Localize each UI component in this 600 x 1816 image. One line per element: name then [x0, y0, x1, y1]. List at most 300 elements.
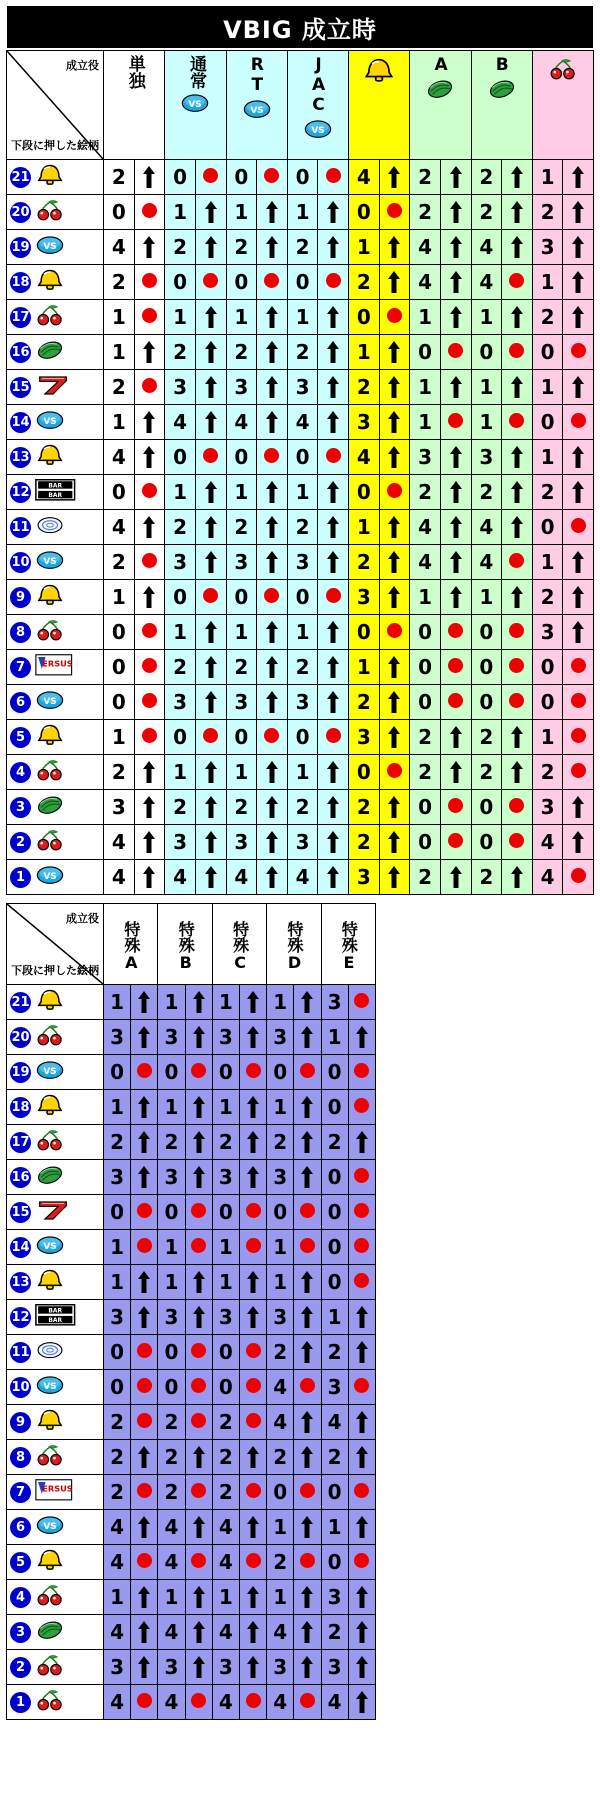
header-label-yaku: 成立役 — [66, 912, 99, 925]
row-number-badge: 6 — [10, 692, 31, 713]
cell-value: 1 — [165, 615, 196, 650]
row-label — [7, 1510, 104, 1545]
up-arrow-icon — [563, 195, 594, 230]
cell-value: 0 — [321, 1230, 348, 1265]
row-label — [7, 790, 104, 825]
melon-icon — [35, 794, 65, 820]
cell-value: 0 — [267, 1475, 294, 1510]
red-dot-icon — [185, 1685, 212, 1720]
up-arrow-icon — [294, 1125, 321, 1160]
cell-value: 3 — [104, 790, 135, 825]
cell-value: 3 — [158, 1300, 185, 1335]
cell-value: 2 — [532, 475, 563, 510]
cell-value: 1 — [410, 580, 441, 615]
bell-icon — [35, 444, 65, 470]
cell-value: 3 — [104, 1160, 131, 1195]
red-dot-icon — [440, 790, 471, 825]
cell-value: 1 — [212, 1090, 239, 1125]
up-arrow-icon — [348, 1510, 375, 1545]
up-arrow-icon — [257, 615, 288, 650]
cell-value: 4 — [104, 230, 135, 265]
red-dot-marker — [571, 693, 586, 708]
cell-value: 1 — [287, 755, 318, 790]
up-arrow-icon — [563, 230, 594, 265]
cell-value: 1 — [532, 545, 563, 580]
row-label — [7, 1650, 104, 1685]
cell-value: 0 — [410, 335, 441, 370]
red-dot-marker — [387, 203, 402, 218]
cell-value: 1 — [410, 405, 441, 440]
up-arrow-icon — [257, 335, 288, 370]
table-row — [7, 755, 594, 790]
red-dot-marker — [246, 1553, 261, 1568]
row-label — [7, 230, 104, 265]
up-arrow-icon — [318, 230, 349, 265]
red-dot-icon — [502, 335, 533, 370]
bell-icon — [35, 989, 65, 1015]
up-arrow-icon — [257, 755, 288, 790]
red-dot-marker — [246, 1063, 261, 1078]
up-arrow-icon — [294, 1615, 321, 1650]
cherry-icon — [35, 1129, 65, 1155]
up-arrow-icon — [318, 475, 349, 510]
up-arrow-icon — [134, 510, 165, 545]
cell-value: 1 — [158, 1265, 185, 1300]
col-header-label: A — [431, 55, 452, 75]
red-dot-marker — [142, 273, 157, 288]
red-dot-icon — [379, 755, 410, 790]
red-dot-marker — [203, 273, 218, 288]
cell-value: 0 — [410, 825, 441, 860]
row-label — [7, 1125, 104, 1160]
cell-value: 2 — [226, 335, 257, 370]
red-dot-marker — [509, 623, 524, 638]
cell-value: 0 — [226, 440, 257, 475]
row-label — [7, 510, 104, 545]
red-dot-marker — [448, 658, 463, 673]
table-row — [7, 1265, 376, 1300]
cell-value: 0 — [165, 440, 196, 475]
red-dot-marker — [448, 833, 463, 848]
cell-value: 2 — [532, 300, 563, 335]
row-number-badge: 1 — [10, 867, 31, 888]
cell-value: 2 — [212, 1440, 239, 1475]
cell-value: 2 — [321, 1440, 348, 1475]
up-arrow-icon — [134, 790, 165, 825]
cell-value: 0 — [158, 1335, 185, 1370]
cherry-icon — [35, 1689, 65, 1715]
col-header-label: 単独 — [124, 55, 145, 89]
up-arrow-icon — [440, 230, 471, 265]
up-arrow-icon — [318, 370, 349, 405]
cell-value: 0 — [321, 1475, 348, 1510]
up-arrow-icon — [563, 615, 594, 650]
red-dot-icon — [440, 405, 471, 440]
up-arrow-icon — [195, 685, 226, 720]
cell-value: 0 — [212, 1370, 239, 1405]
cell-value: 1 — [226, 300, 257, 335]
up-arrow-icon — [195, 195, 226, 230]
red-dot-icon — [185, 1370, 212, 1405]
up-arrow-icon — [348, 1440, 375, 1475]
up-arrow-icon — [195, 370, 226, 405]
page-root — [0, 6, 600, 1720]
cell-value: 0 — [104, 1195, 131, 1230]
cell-value: 0 — [158, 1195, 185, 1230]
cell-value: 0 — [226, 160, 257, 195]
up-arrow-icon — [563, 475, 594, 510]
red-dot-marker — [354, 1203, 369, 1218]
up-arrow-icon — [239, 1265, 266, 1300]
up-arrow-icon — [379, 265, 410, 300]
vs-icon — [35, 409, 65, 435]
up-arrow-icon — [379, 790, 410, 825]
cell-value: 0 — [471, 685, 502, 720]
up-arrow-icon — [563, 265, 594, 300]
cell-value: 2 — [471, 755, 502, 790]
bar-icon — [35, 1304, 76, 1330]
table2-header — [7, 904, 376, 985]
bell-icon — [35, 269, 65, 295]
up-arrow-icon — [502, 475, 533, 510]
red-dot-icon — [239, 1685, 266, 1720]
up-arrow-icon — [134, 440, 165, 475]
cell-value: 4 — [212, 1545, 239, 1580]
cell-value: 0 — [532, 335, 563, 370]
cell-value: 4 — [158, 1545, 185, 1580]
up-arrow-icon — [134, 335, 165, 370]
up-arrow-icon — [379, 160, 410, 195]
svg-text:VS: VS — [43, 1522, 57, 1533]
table-row — [7, 1405, 376, 1440]
table-row — [7, 1685, 376, 1720]
red-dot-icon — [257, 265, 288, 300]
up-arrow-icon — [563, 825, 594, 860]
cell-value: 0 — [267, 1055, 294, 1090]
row-number-badge: 2 — [10, 1657, 31, 1678]
up-arrow-icon — [563, 370, 594, 405]
row-number-badge: 3 — [10, 1622, 31, 1643]
red-dot-marker — [326, 448, 341, 463]
up-arrow-icon — [440, 510, 471, 545]
up-arrow-icon — [131, 1090, 158, 1125]
cell-value: 4 — [287, 405, 318, 440]
cell-value: 4 — [471, 265, 502, 300]
row-label — [7, 825, 104, 860]
col-header-label: 特殊C — [230, 920, 250, 972]
cell-value: 2 — [165, 790, 196, 825]
red-dot-marker — [142, 658, 157, 673]
row-number-badge: 3 — [10, 797, 31, 818]
up-arrow-icon — [185, 1020, 212, 1055]
red-dot-marker — [264, 273, 279, 288]
red-dot-marker — [246, 1483, 261, 1498]
red-dot-marker — [191, 1063, 206, 1078]
red-dot-marker — [509, 798, 524, 813]
cell-value: 2 — [165, 335, 196, 370]
up-arrow-icon — [131, 1265, 158, 1300]
cell-value: 4 — [226, 860, 257, 895]
table-row — [7, 195, 594, 230]
table-row — [7, 475, 594, 510]
row-label — [7, 1160, 104, 1195]
cell-value: 0 — [349, 300, 380, 335]
table-row — [7, 1090, 376, 1125]
cell-value: 0 — [321, 1160, 348, 1195]
red-dot-icon — [239, 1545, 266, 1580]
page-title: VBIG 成立時 — [7, 6, 593, 48]
red-dot-marker — [509, 273, 524, 288]
row-number-badge: 15 — [10, 377, 31, 398]
row-number-badge: 14 — [10, 1237, 31, 1258]
red-dot-icon — [563, 335, 594, 370]
row-label — [7, 985, 104, 1020]
table-vbig-special — [6, 903, 376, 1720]
table-row — [7, 860, 594, 895]
table1-col-header-melonB — [471, 51, 532, 160]
red-dot-marker — [246, 1343, 261, 1358]
red-dot-marker — [137, 1553, 152, 1568]
replay-icon — [35, 1339, 65, 1365]
cherry-icon — [35, 829, 65, 855]
cell-value: 0 — [471, 650, 502, 685]
up-arrow-icon — [318, 195, 349, 230]
cell-value: 0 — [349, 195, 380, 230]
red-dot-marker — [203, 728, 218, 743]
red-dot-icon — [563, 685, 594, 720]
cell-value: 0 — [104, 475, 135, 510]
red-dot-icon — [195, 160, 226, 195]
up-arrow-icon — [502, 370, 533, 405]
header-label-pushed-symbol: 下段に押した絵柄 — [11, 139, 99, 152]
cell-value: 0 — [287, 160, 318, 195]
table2-col-header-tokushuD — [267, 904, 321, 985]
cell-value: 1 — [212, 1265, 239, 1300]
cell-value: 4 — [471, 230, 502, 265]
red-dot-marker — [326, 728, 341, 743]
table1-header — [7, 51, 594, 160]
up-arrow-icon — [195, 545, 226, 580]
row-label — [7, 755, 104, 790]
table2-col-header-tokushuC — [212, 904, 266, 985]
cherry-icon — [35, 199, 65, 225]
row-number-badge: 7 — [10, 1482, 31, 1503]
red-dot-icon — [239, 1195, 266, 1230]
cell-value: 1 — [287, 615, 318, 650]
seven-icon — [35, 1199, 71, 1225]
red-dot-marker — [300, 1693, 315, 1708]
cell-value: 3 — [212, 1020, 239, 1055]
row-label — [7, 1545, 104, 1580]
cell-value: 2 — [410, 720, 441, 755]
red-dot-marker — [191, 1343, 206, 1358]
up-arrow-icon — [257, 230, 288, 265]
up-arrow-icon — [131, 1160, 158, 1195]
cell-value: 1 — [532, 440, 563, 475]
red-dot-icon — [257, 160, 288, 195]
melon-icon — [35, 1619, 65, 1645]
table-row — [7, 370, 594, 405]
cherry-icon — [548, 58, 578, 84]
table-row — [7, 1300, 376, 1335]
cell-value: 0 — [349, 475, 380, 510]
cell-value: 1 — [158, 1090, 185, 1125]
red-dot-marker — [142, 378, 157, 393]
cell-value: 4 — [267, 1370, 294, 1405]
red-dot-marker — [191, 1553, 206, 1568]
cherry-icon — [35, 1444, 65, 1470]
up-arrow-icon — [239, 1615, 266, 1650]
cell-value: 0 — [158, 1370, 185, 1405]
red-dot-icon — [348, 1230, 375, 1265]
up-arrow-icon — [239, 1020, 266, 1055]
cell-value: 3 — [158, 1020, 185, 1055]
red-dot-icon — [502, 615, 533, 650]
row-label — [7, 300, 104, 335]
red-dot-marker — [509, 413, 524, 428]
cell-value: 3 — [165, 545, 196, 580]
cell-value: 1 — [226, 195, 257, 230]
cell-value: 2 — [532, 755, 563, 790]
up-arrow-icon — [502, 160, 533, 195]
row-number-badge: 5 — [10, 727, 31, 748]
row-label — [7, 1615, 104, 1650]
cell-value: 3 — [158, 1650, 185, 1685]
red-dot-marker — [137, 1063, 152, 1078]
red-dot-marker — [326, 588, 341, 603]
vs-icon — [242, 98, 272, 124]
cell-value: 2 — [104, 160, 135, 195]
cell-value: 1 — [212, 1580, 239, 1615]
table-row — [7, 1580, 376, 1615]
red-dot-marker — [387, 763, 402, 778]
row-number-badge: 13 — [10, 447, 31, 468]
up-arrow-icon — [195, 860, 226, 895]
up-arrow-icon — [294, 1265, 321, 1300]
table-row — [7, 685, 594, 720]
red-dot-icon — [502, 405, 533, 440]
cell-value: 0 — [165, 265, 196, 300]
up-arrow-icon — [239, 1160, 266, 1195]
red-dot-icon — [348, 1160, 375, 1195]
cell-value: 2 — [212, 1125, 239, 1160]
cell-value: 0 — [532, 510, 563, 545]
table-row — [7, 335, 594, 370]
cell-value: 0 — [165, 720, 196, 755]
row-number-badge: 9 — [10, 587, 31, 608]
row-number-badge: 8 — [10, 1447, 31, 1468]
cell-value: 3 — [212, 1160, 239, 1195]
red-dot-marker — [246, 1203, 261, 1218]
svg-text:VS: VS — [188, 99, 203, 110]
seven-icon — [35, 374, 71, 400]
cell-value: 4 — [158, 1510, 185, 1545]
up-arrow-icon — [318, 685, 349, 720]
table2-col-header-tokushuA — [104, 904, 158, 985]
cell-value: 3 — [267, 1650, 294, 1685]
red-dot-marker — [509, 553, 524, 568]
table-row — [7, 985, 376, 1020]
red-dot-icon — [318, 160, 349, 195]
col-header-label: RT — [247, 55, 268, 95]
up-arrow-icon — [134, 755, 165, 790]
red-dot-icon — [131, 1230, 158, 1265]
cell-value: 1 — [471, 405, 502, 440]
cell-value: 3 — [226, 825, 257, 860]
red-dot-marker — [203, 168, 218, 183]
cell-value: 1 — [321, 1020, 348, 1055]
cell-value: 4 — [104, 510, 135, 545]
cell-value: 2 — [349, 545, 380, 580]
red-dot-icon — [195, 580, 226, 615]
red-dot-marker — [246, 1413, 261, 1428]
cell-value: 0 — [321, 1265, 348, 1300]
up-arrow-icon — [257, 650, 288, 685]
row-label — [7, 720, 104, 755]
cell-value: 3 — [321, 1370, 348, 1405]
red-dot-icon — [502, 650, 533, 685]
cell-value: 0 — [410, 650, 441, 685]
up-arrow-icon — [185, 1580, 212, 1615]
svg-text:VS: VS — [249, 105, 264, 116]
red-dot-icon — [563, 510, 594, 545]
bell-icon — [35, 584, 65, 610]
cell-value: 4 — [410, 510, 441, 545]
cell-value: 0 — [212, 1335, 239, 1370]
up-arrow-icon — [348, 1020, 375, 1055]
up-arrow-icon — [502, 195, 533, 230]
red-dot-icon — [257, 580, 288, 615]
cell-value: 4 — [349, 160, 380, 195]
row-label — [7, 335, 104, 370]
cell-value: 4 — [267, 1615, 294, 1650]
cell-value: 3 — [287, 545, 318, 580]
red-dot-icon — [563, 650, 594, 685]
cell-value: 2 — [104, 265, 135, 300]
svg-text:VS: VS — [43, 872, 57, 883]
svg-text:ERSUS: ERSUS — [42, 658, 73, 669]
up-arrow-icon — [185, 1650, 212, 1685]
red-dot-marker — [137, 1238, 152, 1253]
vs-icon — [35, 1374, 65, 1400]
up-arrow-icon — [257, 300, 288, 335]
cell-value: 2 — [267, 1335, 294, 1370]
up-arrow-icon — [134, 580, 165, 615]
red-dot-icon — [195, 265, 226, 300]
cell-value: 0 — [532, 405, 563, 440]
red-dot-icon — [563, 755, 594, 790]
cell-value: 4 — [212, 1615, 239, 1650]
bell-icon — [35, 164, 65, 190]
red-dot-marker — [137, 1378, 152, 1393]
svg-text:VS: VS — [43, 1382, 57, 1393]
red-dot-icon — [185, 1055, 212, 1090]
cell-value: 4 — [532, 825, 563, 860]
table-row — [7, 720, 594, 755]
cell-value: 2 — [212, 1405, 239, 1440]
red-dot-marker — [300, 1553, 315, 1568]
red-dot-icon — [563, 405, 594, 440]
cell-value: 1 — [471, 370, 502, 405]
col-header-label: JAC — [308, 55, 329, 115]
row-number-badge: 21 — [10, 992, 31, 1013]
red-dot-icon — [239, 1335, 266, 1370]
up-arrow-icon — [379, 230, 410, 265]
cell-value: 2 — [158, 1405, 185, 1440]
cell-value: 1 — [104, 1090, 131, 1125]
cell-value: 1 — [104, 720, 135, 755]
up-arrow-icon — [294, 1090, 321, 1125]
